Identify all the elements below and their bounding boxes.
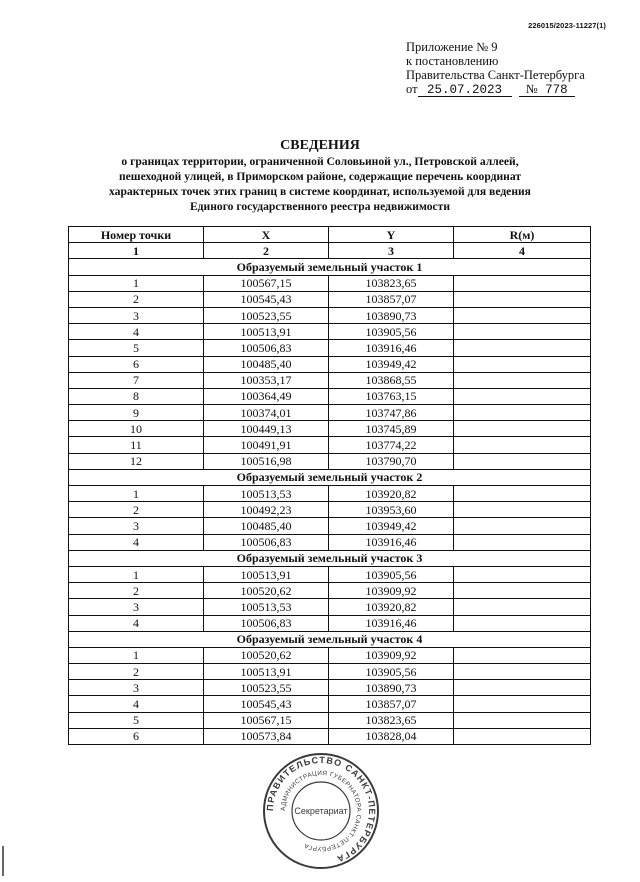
number-label: № (525, 82, 538, 96)
resolution-number: 778 (545, 83, 568, 97)
point-number-cell: 11 (69, 437, 204, 453)
table-row (69, 291, 591, 307)
y-coordinate-cell: 103890,73 (329, 680, 454, 696)
y-coordinate-cell: 103949,42 (329, 356, 454, 372)
x-coordinate-cell: 100364,49 (204, 388, 329, 404)
x-coordinate-cell: 100491,91 (204, 437, 329, 453)
table-row (69, 275, 591, 291)
radius-cell (454, 453, 591, 469)
radius-cell (454, 712, 591, 728)
column-number: 4 (454, 243, 591, 259)
radius-cell (454, 728, 591, 744)
table-row (69, 486, 591, 502)
title-line-1: о границах территории, ограниченной Соловьиной ул., Петровской аллеей, (121, 155, 519, 168)
y-coordinate-cell: 103916,46 (329, 534, 454, 550)
appendix-line-2: к постановлению (406, 54, 499, 68)
coordinates-table (68, 226, 591, 745)
column-number: 1 (69, 243, 204, 259)
point-number-cell: 1 (69, 566, 204, 582)
x-coordinate-cell: 100567,15 (204, 712, 329, 728)
y-coordinate-cell: 103949,42 (329, 518, 454, 534)
radius-cell (454, 388, 591, 404)
table-row (69, 356, 591, 372)
section-title: Образуемый земельный участок 1 (69, 259, 591, 275)
radius-cell (454, 291, 591, 307)
radius-cell (454, 615, 591, 631)
radius-cell (454, 534, 591, 550)
point-number-cell: 2 (69, 502, 204, 518)
section-header-row (69, 631, 591, 647)
section-title: Образуемый земельный участок 4 (69, 631, 591, 647)
radius-cell (454, 518, 591, 534)
x-coordinate-cell: 100513,91 (204, 566, 329, 582)
x-coordinate-cell: 100573,84 (204, 728, 329, 744)
point-number-cell: 2 (69, 664, 204, 680)
y-coordinate-cell: 103747,86 (329, 405, 454, 421)
x-coordinate-cell: 100545,43 (204, 291, 329, 307)
point-number-cell: 1 (69, 486, 204, 502)
radius-cell (454, 324, 591, 340)
table-row (69, 728, 591, 744)
seal-inner-text: АДМИНИСТРАЦИЯ ГУБЕРНАТОРА САНКТ-ПЕТЕРБУРГА (279, 769, 363, 853)
table-row (69, 502, 591, 518)
header-radius: R(м) (454, 227, 591, 243)
point-number-cell: 4 (69, 534, 204, 550)
title-line-2: пешеходной улицей, в Приморском районе, содержащие перечень координат (118, 170, 522, 183)
point-number-cell: 12 (69, 453, 204, 469)
x-coordinate-cell: 100513,53 (204, 486, 329, 502)
x-coordinate-cell: 100506,83 (204, 615, 329, 631)
point-number-cell: 3 (69, 599, 204, 615)
x-coordinate-cell: 100523,55 (204, 307, 329, 323)
radius-cell (454, 696, 591, 712)
x-coordinate-cell: 100485,40 (204, 518, 329, 534)
y-coordinate-cell: 103916,46 (329, 340, 454, 356)
y-coordinate-cell: 103905,56 (329, 324, 454, 340)
table-row (69, 421, 591, 437)
document-title (0, 138, 640, 214)
appendix-line-1: Приложение № 9 (406, 40, 498, 54)
point-number-cell: 4 (69, 615, 204, 631)
table-header-row (69, 227, 591, 243)
table-row (69, 405, 591, 421)
point-number-cell: 8 (69, 388, 204, 404)
y-coordinate-cell: 103828,04 (329, 728, 454, 744)
x-coordinate-cell: 100567,15 (204, 275, 329, 291)
y-coordinate-cell: 103909,92 (329, 647, 454, 663)
point-number-cell: 1 (69, 275, 204, 291)
title-line-3: характерных точек этих границ в системе координат, используемой для ведения (109, 185, 531, 198)
table-row (69, 566, 591, 582)
table-row (69, 712, 591, 728)
header-x: X (204, 227, 329, 243)
point-number-cell: 4 (69, 696, 204, 712)
y-coordinate-cell: 103868,55 (329, 372, 454, 388)
seal-center-text: Секретариат (294, 806, 348, 816)
resolution-date: 25.07.2023 (418, 84, 512, 97)
radius-cell (454, 502, 591, 518)
point-number-cell: 6 (69, 356, 204, 372)
y-coordinate-cell: 103857,07 (329, 291, 454, 307)
section-header-row (69, 550, 591, 566)
appendix-date-line (406, 82, 585, 97)
table-row (69, 680, 591, 696)
point-number-cell: 3 (69, 680, 204, 696)
y-coordinate-cell: 103920,82 (329, 599, 454, 615)
y-coordinate-cell: 103745,89 (329, 421, 454, 437)
radius-cell (454, 680, 591, 696)
x-coordinate-cell: 100485,40 (204, 356, 329, 372)
point-number-cell: 5 (69, 340, 204, 356)
from-label: от (406, 82, 418, 96)
appendix-block (406, 40, 585, 97)
table-row (69, 647, 591, 663)
header-point-number: Номер точки (69, 227, 204, 243)
seal-outer-text: ПРАВИТЕЛЬСТВО САНКТ-ПЕТЕРБУРГА (264, 754, 378, 865)
official-seal (262, 752, 380, 870)
column-number-row (69, 243, 591, 259)
x-coordinate-cell: 100520,62 (204, 647, 329, 663)
table-row (69, 372, 591, 388)
y-coordinate-cell: 103953,60 (329, 502, 454, 518)
y-coordinate-cell: 103823,65 (329, 712, 454, 728)
x-coordinate-cell: 100374,01 (204, 405, 329, 421)
table-row (69, 307, 591, 323)
table-row (69, 664, 591, 680)
radius-cell (454, 340, 591, 356)
x-coordinate-cell: 100506,83 (204, 534, 329, 550)
point-number-cell: 1 (69, 647, 204, 663)
title-line-4: Единого государственного реестра недвижимости (189, 200, 451, 213)
section-header-row (69, 469, 591, 485)
section-title: Образуемый земельный участок 2 (69, 469, 591, 485)
point-number-cell: 3 (69, 307, 204, 323)
y-coordinate-cell: 103905,56 (329, 664, 454, 680)
appendix-line-3: Правительства Санкт-Петербурга (406, 68, 585, 82)
radius-cell (454, 405, 591, 421)
radius-cell (454, 275, 591, 291)
point-number-cell: 9 (69, 405, 204, 421)
table-row (69, 534, 591, 550)
radius-cell (454, 421, 591, 437)
x-coordinate-cell: 100506,83 (204, 340, 329, 356)
table-row (69, 518, 591, 534)
x-coordinate-cell: 100523,55 (204, 680, 329, 696)
radius-cell (454, 486, 591, 502)
y-coordinate-cell: 103905,56 (329, 566, 454, 582)
y-coordinate-cell: 103823,65 (329, 275, 454, 291)
x-coordinate-cell: 100516,98 (204, 453, 329, 469)
radius-cell (454, 583, 591, 599)
radius-cell (454, 356, 591, 372)
radius-cell (454, 664, 591, 680)
y-coordinate-cell: 103920,82 (329, 486, 454, 502)
y-coordinate-cell: 103774,22 (329, 437, 454, 453)
document-number: 226015/2023-11227(1) (528, 21, 606, 30)
x-coordinate-cell: 100513,91 (204, 324, 329, 340)
x-coordinate-cell: 100513,53 (204, 599, 329, 615)
x-coordinate-cell: 100449,13 (204, 421, 329, 437)
table-row (69, 599, 591, 615)
point-number-cell: 2 (69, 291, 204, 307)
y-coordinate-cell: 103763,15 (329, 388, 454, 404)
column-number: 2 (204, 243, 329, 259)
x-coordinate-cell: 100353,17 (204, 372, 329, 388)
radius-cell (454, 372, 591, 388)
section-header-row (69, 259, 591, 275)
column-number: 3 (329, 243, 454, 259)
point-number-cell: 7 (69, 372, 204, 388)
table-row (69, 388, 591, 404)
y-coordinate-cell: 103909,92 (329, 583, 454, 599)
point-number-cell: 6 (69, 728, 204, 744)
radius-cell (454, 566, 591, 582)
scan-edge-mark (2, 846, 4, 876)
table-row (69, 324, 591, 340)
table-row (69, 583, 591, 599)
y-coordinate-cell: 103790,70 (329, 453, 454, 469)
point-number-cell: 10 (69, 421, 204, 437)
table-row (69, 437, 591, 453)
title-heading: СВЕДЕНИЯ (280, 138, 360, 153)
point-number-cell: 2 (69, 583, 204, 599)
radius-cell (454, 307, 591, 323)
x-coordinate-cell: 100492,23 (204, 502, 329, 518)
y-coordinate-cell: 103857,07 (329, 696, 454, 712)
header-y: Y (329, 227, 454, 243)
table-row (69, 453, 591, 469)
y-coordinate-cell: 103916,46 (329, 615, 454, 631)
table-row (69, 615, 591, 631)
x-coordinate-cell: 100545,43 (204, 696, 329, 712)
resolution-number-field (519, 83, 575, 97)
radius-cell (454, 437, 591, 453)
y-coordinate-cell: 103890,73 (329, 307, 454, 323)
point-number-cell: 4 (69, 324, 204, 340)
section-title: Образуемый земельный участок 3 (69, 550, 591, 566)
table-row (69, 340, 591, 356)
x-coordinate-cell: 100520,62 (204, 583, 329, 599)
point-number-cell: 3 (69, 518, 204, 534)
radius-cell (454, 647, 591, 663)
radius-cell (454, 599, 591, 615)
x-coordinate-cell: 100513,91 (204, 664, 329, 680)
table-row (69, 696, 591, 712)
point-number-cell: 5 (69, 712, 204, 728)
